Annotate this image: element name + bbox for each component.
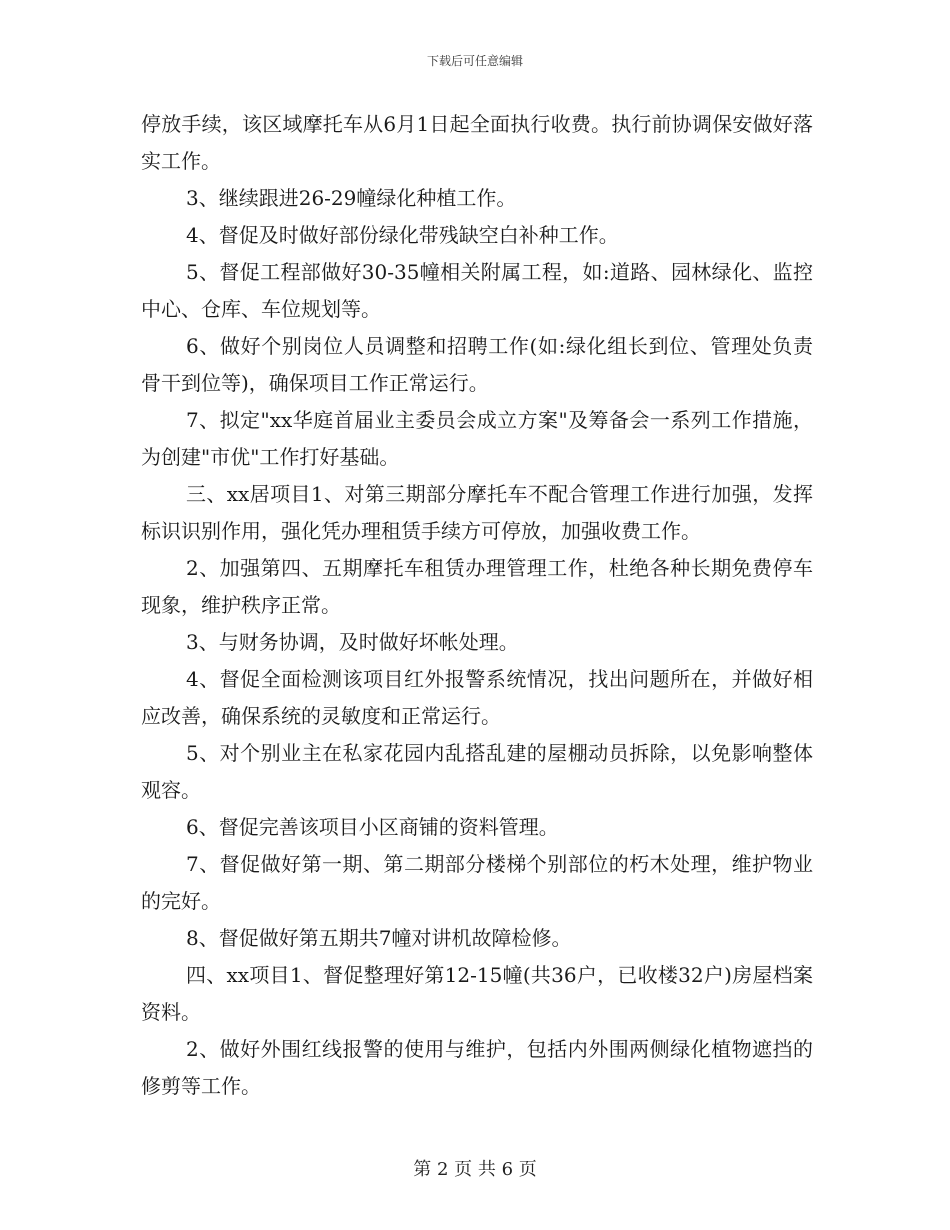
paragraph-item: 7、督促做好第一期、第二期部分楼梯个别部位的朽木处理，维护物业的完好。 <box>141 852 813 913</box>
paragraph-item: 4、督促全面检测该项目红外报警系统情况，找出问题所在，并做好相应改善，确保系统的灵敏度和正常运行。 <box>141 667 813 728</box>
paragraph-item: 2、做好外围红线报警的使用与维护，包括内外围两侧绿化植物遮挡的修剪等工作。 <box>141 1037 813 1098</box>
paragraph-item: 7、拟定"xx华庭首届业主委员会成立方案"及筹备会一系列工作措施，为创建"市优"工作打好基础。 <box>141 408 813 469</box>
paragraph-item: 6、督促完善该项目小区商铺的资料管理。 <box>186 815 559 839</box>
paragraph-continuation: 停放手续，该区域摩托车从6月1日起全面执行收费。执行前协调保安做好落实工作。 <box>141 112 813 173</box>
paragraph-item: 3、与财务协调，及时做好坏帐处理。 <box>186 630 519 654</box>
paragraph-item: 5、对个别业主在私家花园内乱搭乱建的屋棚动员拆除，以免影响整体观容。 <box>141 741 813 802</box>
paragraph-item: 6、做好个别岗位人员调整和招聘工作(如:绿化组长到位、管理处负责骨干到位等)，确保项目工作正常运行。 <box>141 334 813 395</box>
paragraph-item: 3、继续跟进26-29幢绿化种植工作。 <box>186 186 517 210</box>
page-header: 下载后可任意编辑 <box>426 54 523 68</box>
document-body <box>141 106 813 1105</box>
paragraph-section: 四、xx项目1、督促整理好第12-15幢(共36户，已收楼32户)房屋档案资料。 <box>141 963 813 1024</box>
paragraph-section: 三、xx居项目1、对第三期部分摩托车不配合管理工作进行加强，发挥标识识别作用，强化凭办理租赁手续方可停放，加强收费工作。 <box>141 482 813 543</box>
paragraph-item: 2、加强第四、五期摩托车租赁办理管理工作，杜绝各种长期免费停车现象，维护秩序正常。 <box>141 556 813 617</box>
paragraph-item: 8、督促做好第五期共7幢对讲机故障检修。 <box>186 926 572 950</box>
paragraph-item: 4、督促及时做好部份绿化带残缺空白补种工作。 <box>186 223 619 247</box>
page-footer: 第 2 页 共 6 页 <box>413 1159 537 1180</box>
paragraph-item: 5、督促工程部做好30-35幢相关附属工程，如:道路、园林绿化、监控中心、仓库、车位规划等。 <box>141 260 813 321</box>
